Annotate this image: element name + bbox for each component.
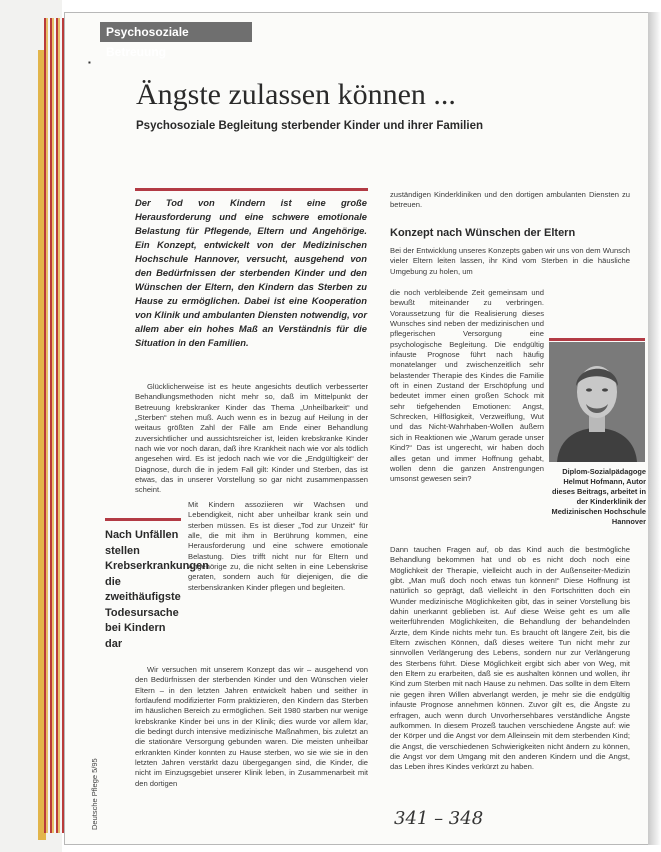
body-column-2-a: Bei der Entwicklung unseres Konzepts gaben wir uns von dem Wunsch vieler Eltern leiten lassen, ihr Kind vom Sterben in die häusliche Umgebung zu holen, um [390,246,630,276]
body-column-1-narrow: Mit Kindern assoziieren wir Wachsen und Lebendigkeit, nicht aber unheilbar krank sein und sterben müssen. Es ist dieser „Tod zur Unzeit“ für alle, die mit ihm in Berührung kommen, eine Herausforderung und eine schwere emotionale Belastung. Dies trifft nicht nur für Eltern und Angehörige zu, die nicht selten in eine Lebenskrise geraten, sondern auch für diejenigen, die die sterbenskranken Kinder pflegen und begleiten. [188,500,368,592]
journal-footer-text: Deutsche Pflege 5/95 [90,758,99,830]
page-stack [44,18,64,833]
page-subtitle: Psychosoziale Begleitung sterbender Kinder und ihrer Familien [136,120,483,132]
section-rubric: Psychosoziale Betreuung [100,22,252,42]
body-column-2-b: Dann tauchen Fragen auf, ob das Kind auch die bestmögliche Behandlung bekommen hat und ob es nicht doch noch eine Möglichkeit der Therapie, vielleicht auch in der Außenseiter-Medizin gibt. „Man muß doch noch etwas tun können!“ Diese Hoffnung ist natürlich so geprägt, daß vielleicht in den Fortschritten doch ein Wunder medizinische Möglichkeiten gibt, das in seiner Vorstellung bis dahin unerkannt geblieben ist. Auf diese Weise geht es um alle weiterführenden Möglichkeiten, die Behandlung der behandelnden Ärzte, dem Kinde nichts mehr tun. Es braucht oft längere Zeit, bis die Eltern zwischen Können, daß dieses weitere Tun nicht mehr zur sinnvollen Verlängerung des Lebens, sondern nur zur Verlängerung des Sterbens führt. Diese Möglichkeit ergibt sich aber von Weg, mit den Eltern zu erarbeiten, daß sie es aushalten können und wollen, ihr Kind zum Sterben mit nach Hause zu nehmen. Das sollte in dem Eltern nie gegen ihren Willen abverlangt werden, je mehr sie die endgültig infauste Prognose annehmen können. Zuvor gilt es, die Ängste zu erfragen, auch wenn durch Unvorhersehbares verständliche Ängste aufkommen. In diesem Prozeß tauchen verschiedene Ängste auf: wie der Körper und die Angst vor dem Alleinsein mit dem sterbenden Kind; die Angst, die verschiedenen Schwierigkeiten nicht ändern zu können, die Angst vor dem Umgang mit den anderen Kindern und die Angst, das Leben ihres Kindes verkürzt zu haben. [390,545,630,772]
lead-paragraph: Der Tod von Kindern ist eine große Herausforderung und eine schwere emotionale Belastung für Pflegende, Eltern und Angehörige. Ein Konzept, entwickelt von der Medizinischen Hochschule Hannover, versucht, ausgehend von den Bedürfnissen der sterbenden Kinder und den Wünschen der Eltern, den Kindern das Sterben zu Hause zu ermöglichen. Dabei ist eine Kooperation von Klinik und ambulanten Diensten notwendig, vor allem aber ein hohes Maß an Verständnis für die Situation in den Familien. [135,197,367,348]
body-column-2-intro: zuständigen Kinderkliniken und den dortigen ambulanten Diensten zu betreuen. [390,190,630,210]
photo-caption: Diplom-Sozialpädagoge Helmut Hofmann, Autor dieses Beitrags, arbeitet in der Kinderklinik der Medizinischen Hochschule Hannover [551,467,646,526]
body-column-1-bottom: Wir versuchen mit unserem Konzept das wir – ausgehend von den Bedürfnissen der sterbenden Kinder und den Wünschen vieler Eltern – in den letzten Jahren entwickelt haben und seither in fortlaufend modifizierter Form praktizieren, den Kindern das Sterben im häuslichen Bereich zu ermöglichen. Seit 1980 starben nur wenige krebskranke Kinder bei uns in der Klinik; dies wurde vor allem klar, die bedingt durch intensive medizinische Maßnahmen, bis zuletzt an die stationäre Versorgung gebunden waren. Die meisten unheilbar erkrankten Kinder konnten zu Hause sterben, wo sie wie sie in den letzten Jahren verstärkt dazu übergegangen sind, die Kinder, die nicht im Einzugsgebiet unserer Klinik leben, in Zusammenarbeit mit den dortigen [135,665,368,788]
page-marker: ▪ [88,58,91,67]
body-column-2-narrow: die noch verbleibende Zeit gemeinsam und bewußt miteinander zu verbringen. Voraussetzung für die Realisierung dieses Wunsches sind neben der medizinischen und pflegerischen Versorgung eine psychologische Begleitung. Die endgültig infauste Prognose führt nach häufig monatelanger und zwischenzeitlich sehr belastender Therapie des Kindes die Familie oft in einen Zustand der Erschöpfung und bedeutet immer einen großen Schock mit sehr tiefgehenden Emotionen: Angst, Schrecken, Hilflosigkeit, Verzweiflung, Wut und das Nicht-Wahrhaben-Wollen äußern sich in Reaktionen wie „Warum gerade unser Kind?“ Das ist ungerecht, wir haben doch alles getan und immer Hoffnung gehabt, wollen denn die ganzen Anstrengungen umsonst gewesen sein? [390,288,544,484]
callout-rule [105,518,181,521]
portrait-image [549,342,645,462]
journal-footer [90,690,102,830]
pull-quote: Nach Unfällen stellen Krebserkrankungen die zweithäufigste Todesursache bei Kindern dar [105,529,209,650]
section-heading: Konzept nach Wünschen der Eltern [390,227,576,239]
page-shadow [648,12,661,845]
body-column-1-top: Glücklicherweise ist es heute angesichts deutlich verbesserter Behandlungsmethoden nicht mehr so, daß im Mittelpunkt der Betreuung krebskranker Kinder das Thema „Unheilbarkeit“ und „Sterben“ stehen muß. Auch wenn es in bezug auf Heilung in der weitaus größten Zahl der Fälle am Ende einer Behandlung zuversichtlicher und aussichtsreicher ist, leiden krebskranke Kinder nach wie vor noch daran, daß ihre Krankheit nach wie vor als tödlich angesehen wird. Es ist jedoch nach wie vor die „Endgültigkeit“ der Diagnose, durch die in jedem Fall gilt: Kinder und Sterben, das ist etwas, das in unserer Vorstellung so gar nicht zusammenpassen scheint. [135,382,368,495]
photo-rule [549,338,645,341]
page-title: Ängste zulassen können ... [136,78,456,111]
handwritten-page-range: 341 – 348 [394,808,484,829]
lead-rule [135,188,368,191]
author-photo [549,342,645,462]
